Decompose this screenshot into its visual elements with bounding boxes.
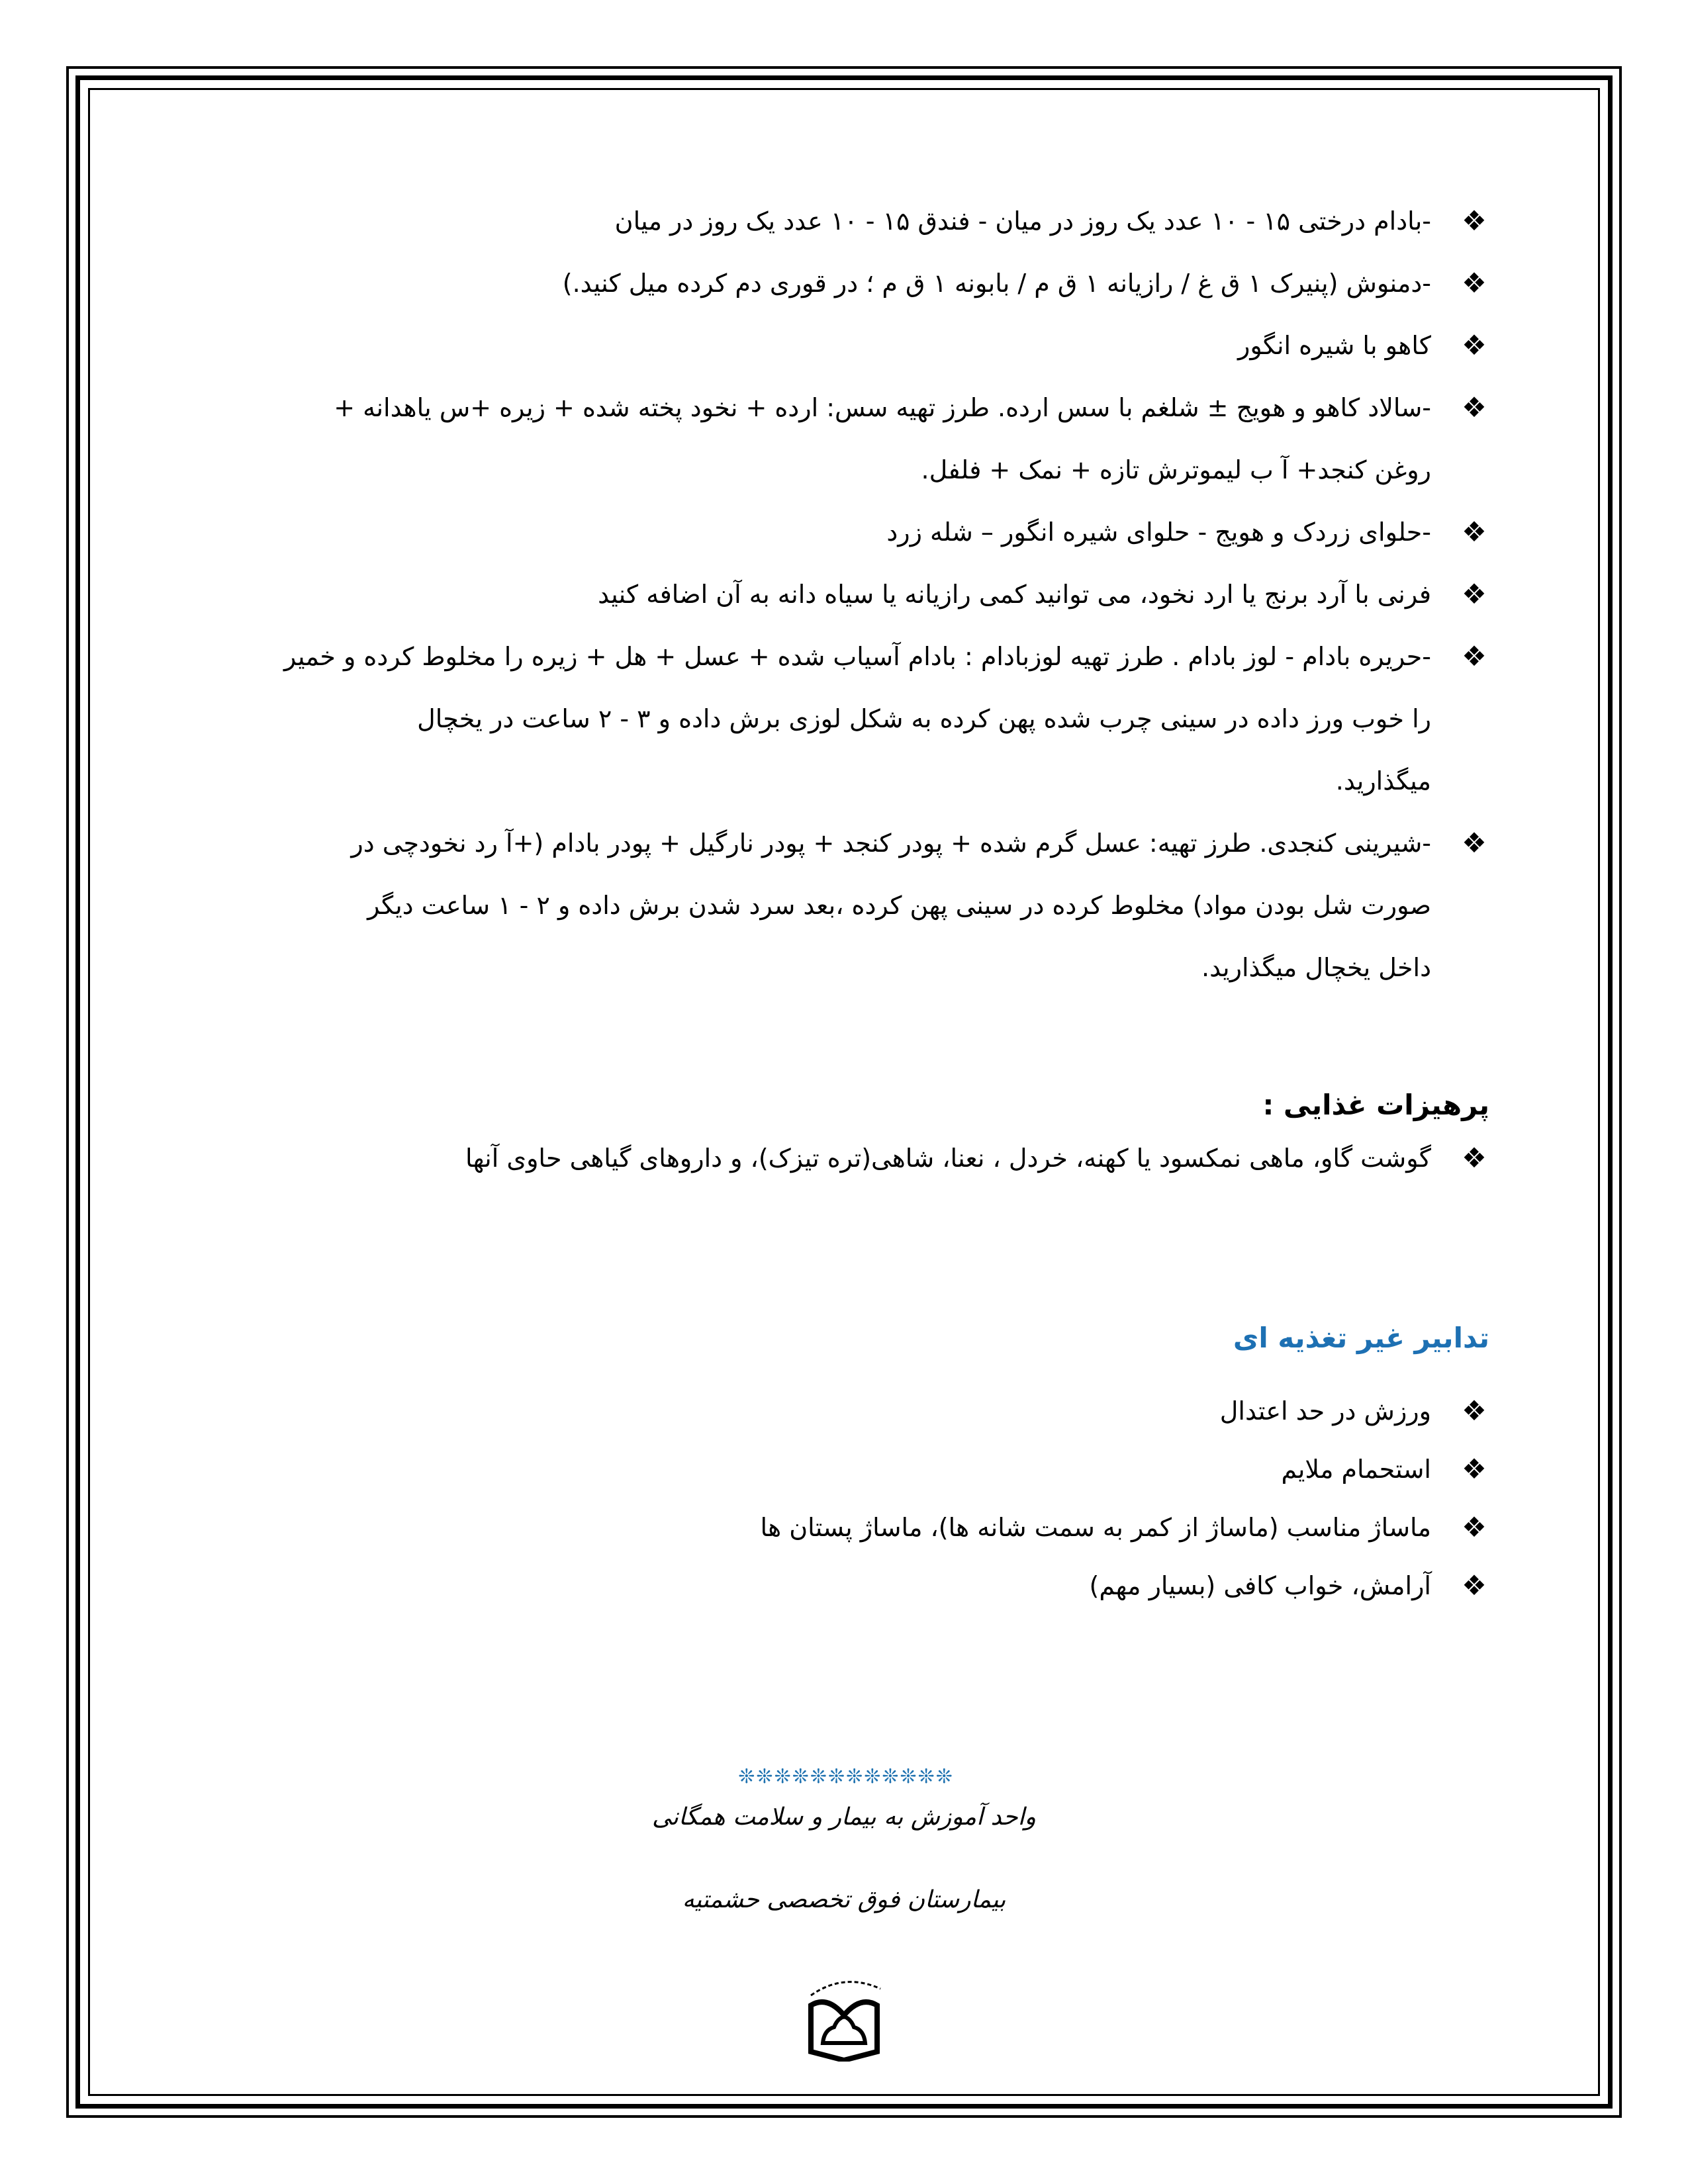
list-item-line: کاهو با شیره انگور <box>1237 331 1431 360</box>
non-nutrition-list-item: ماساژ مناسب (ماساژ از کمر به سمت شانه ها)، ماساژ پستان ها <box>760 1513 1431 1542</box>
four-diamond-bullet-icon: ❖ <box>1462 827 1487 859</box>
four-diamond-bullet-icon: ❖ <box>1462 516 1487 548</box>
four-diamond-bullet-icon: ❖ <box>1462 391 1487 424</box>
non-nutrition-list-item: آرامش، خواب کافی (بسیار مهم) <box>1089 1571 1431 1600</box>
four-diamond-bullet-icon: ❖ <box>1462 1569 1487 1602</box>
list-item-line: میگذارید. <box>1335 766 1431 796</box>
non-nutrition-list-item: استحمام ملایم <box>1281 1455 1431 1484</box>
list-item-line: -دمنوش (پنیرک ۱ ق غ / رازیانه ۱ ق م / بابونه ۱ ق م ؛ در قوری دم کرده میل کنید.) <box>562 269 1431 298</box>
four-diamond-bullet-icon: ❖ <box>1462 205 1487 237</box>
four-diamond-bullet-icon: ❖ <box>1462 1453 1487 1485</box>
hospital-name: بیمارستان فوق تخصصی حشمتیه <box>682 1886 1006 1913</box>
four-diamond-bullet-icon: ❖ <box>1462 1142 1487 1174</box>
list-item-line: صورت شل بودن مواد) مخلوط کرده در سینی پهن کرده ،بعد سرد شدن برش داده و ۲ - ۱ ساعت دیگر <box>367 891 1431 920</box>
four-diamond-bullet-icon: ❖ <box>1462 578 1487 610</box>
list-item-line: را خوب ورز داده در سینی چرب شده پهن کرده به شکل لوزی برش داده و ۳ - ۲ ساعت در یخچال <box>417 704 1431 733</box>
university-logo <box>791 1969 897 2062</box>
list-item-line: -سالاد کاهو و هویج ± شلغم با سس ارده. طرز تهیه سس: ارده + نخود پخته شده + زیره +س یاهدانه + <box>334 393 1431 422</box>
section-title-non-nutrition: تدابیر غیر تغذیه ای <box>1233 1322 1489 1354</box>
list-item-line: داخل یخچال میگذارید. <box>1201 953 1431 982</box>
list-item-line: روغن کنجد+ آ ب لیموترش تازه + نمک + فلفل. <box>921 455 1431 484</box>
four-diamond-bullet-icon: ❖ <box>1462 267 1487 299</box>
non-nutrition-list-item: ورزش در حد اعتدال <box>1219 1396 1431 1426</box>
unit-name: واحد آموزش به بیمار و سلامت همگانی <box>651 1803 1037 1831</box>
stars-divider: ❊❊❊❊❊❊❊❊❊❊❊❊ <box>738 1765 954 1788</box>
four-diamond-bullet-icon: ❖ <box>1462 640 1487 672</box>
four-diamond-bullet-icon: ❖ <box>1462 329 1487 361</box>
four-diamond-bullet-icon: ❖ <box>1462 1511 1487 1543</box>
section-title-avoid: پرهیزات غذایی : <box>1262 1089 1489 1121</box>
list-item-line: -حلوای زردک و هویج - حلوای شیره انگور – شله زرد <box>886 518 1431 547</box>
avoid-list-item: گوشت گاو، ماهی نمکسود یا کهنه، خردل ، نعنا، شاهی(تره تیزک)، و داروهای گیاهی حاوی آنها <box>465 1144 1431 1173</box>
four-diamond-bullet-icon: ❖ <box>1462 1394 1487 1427</box>
list-item-line: فرنی با آرد برنج یا ارد نخود، می توانید کمی رازیانه یا سیاه دانه به آن اضافه کنید <box>598 580 1431 609</box>
list-item-line: -شیرینی کنجدی. طرز تهیه: عسل گرم شده + پودر کنجد + پودر نارگیل + پودر بادام (+آ رد نخودچی در <box>351 829 1431 858</box>
list-item-line: -بادام درختی ۱۵ - ۱۰ عدد یک روز در میان - فندق ۱۵ - ۱۰ عدد یک روز در میان <box>614 206 1431 236</box>
list-item-line: -حریره بادام - لوز بادام . طرز تهیه لوزبادام : بادام آسیاب شده + عسل + هل + زیره را مخلوط کرده و خمیر <box>284 642 1431 671</box>
